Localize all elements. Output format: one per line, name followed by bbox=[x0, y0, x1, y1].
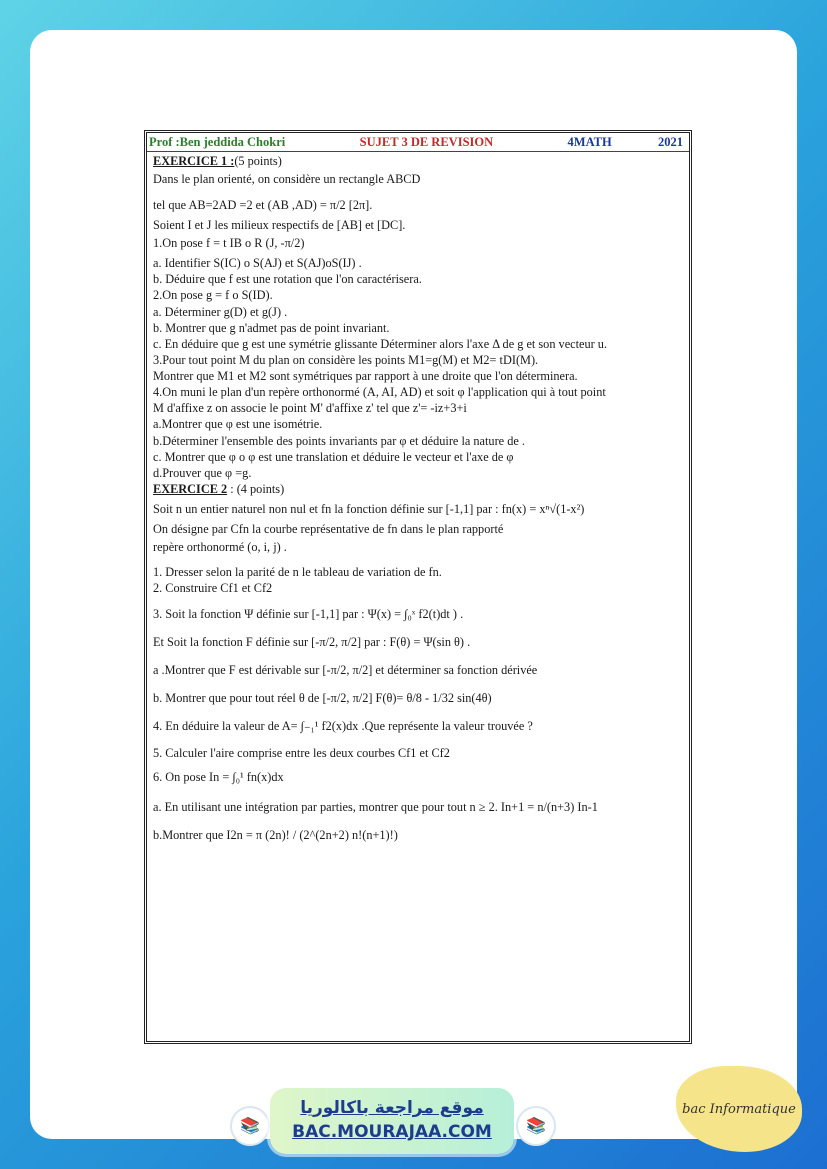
exercise-1-line: b. Déduire que f est une rotation que l'on caractérisera. bbox=[153, 272, 422, 287]
exercise-2-line: 3. Soit la fonction Ψ définie sur [-1,1] par : Ψ(x) = ∫₀ˣ f2(t)dt ) . bbox=[153, 606, 464, 621]
exercise-1-line: 4.On muni le plan d'un repère orthonormé (A, AI, AD) et soit φ l'application qui à tout point bbox=[153, 385, 606, 400]
exercise-1-line: d.Prouver que φ =g. bbox=[153, 465, 252, 480]
exercise-1-line: tel que AB=2AD =2 et (AB ,AD) = π/2 [2π]. bbox=[153, 197, 373, 212]
exercise-2-line: a .Montrer que F est dérivable sur [-π/2, π/2] et déterminer sa fonction dérivée bbox=[153, 663, 538, 678]
site-arabic-name: موقع مراجعة باكالوريا bbox=[300, 1098, 484, 1118]
exercise-1-line: Dans le plan orienté, on considère un rectangle ABCD bbox=[153, 171, 421, 186]
site-logo-icon: 📚 bbox=[230, 1106, 270, 1146]
exercise-1-line: 3.Pour tout point M du plan on considère les points M1=g(M) et M2= tDI(M). bbox=[153, 352, 539, 367]
exercise-1-line: a. Déterminer g(D) et g(J) . bbox=[153, 304, 288, 319]
exercise-1-line: b. Montrer que g n'admet pas de point invariant. bbox=[153, 320, 390, 335]
author-label: Prof :Ben jeddida Chokri bbox=[149, 135, 286, 149]
exercise-1-line: 1.On pose f = t IB o R (J, -π/2) bbox=[153, 235, 305, 250]
exercise-2-line: repère orthonormé (o, i, j) . bbox=[153, 540, 287, 555]
exercise-2-body bbox=[153, 502, 683, 842]
site-logo-icon-right: 📚 bbox=[516, 1106, 556, 1146]
exercise-1-line: c. Montrer que φ o φ est une translation et déduire le vecteur et l'axe de φ bbox=[153, 449, 514, 464]
exercise-2-line: Soit n un entier naturel non nul et fn la fonction définie sur [-1,1] par : fn(x) = xⁿ√(1-x²) bbox=[153, 502, 585, 517]
exercise-2-line: On désigne par Cfn la courbe représentative de fn dans le plan rapporté bbox=[153, 522, 504, 537]
exercise-2-line: 5. Calculer l'aire comprise entre les deux courbes Cf1 et Cf2 bbox=[153, 745, 450, 760]
exercise-1-line: a. Identifier S(IC) o S(AJ) et S(AJ)oS(IJ) . bbox=[153, 256, 362, 271]
exercise-2-line: 4. En déduire la valeur de A= ∫₋₁¹ f2(x)dx .Que représente la valeur trouvée ? bbox=[153, 719, 533, 734]
footer bbox=[0, 1078, 827, 1158]
exercise-1-heading: EXERCICE 1 :(5 points) bbox=[153, 154, 282, 169]
site-url[interactable]: BAC.MOURAJAA.COM bbox=[292, 1122, 492, 1142]
exercise-2-heading: EXERCICE 2 : (4 points) bbox=[153, 482, 285, 497]
exercise-1-line: c. En déduire que g est une symétrie glissante Déterminer alors l'axe Δ de g et son vecteur u. bbox=[153, 336, 608, 351]
year-label: 2021 bbox=[658, 135, 683, 149]
exercise-2-line: 2. Construire Cf1 et Cf2 bbox=[153, 580, 273, 595]
exercise-1-line: Montrer que M1 et M2 sont symétriques par rapport à une droite que l'on déterminera. bbox=[153, 369, 578, 384]
exercise-2-line: a. En utilisant une intégration par parties, montrer que pour tout n ≥ 2. In+1 = n/(n+3) In-1 bbox=[153, 799, 598, 814]
exercise-2-line: Et Soit la fonction F définie sur [-π/2, π/2] par : F(θ) = Ψ(sin θ) . bbox=[153, 635, 471, 650]
exercise-2-line: 1. Dresser selon la parité de n le tableau de variation de fn. bbox=[153, 564, 442, 579]
exercise-1-body bbox=[153, 172, 683, 481]
level-label: 4MATH bbox=[567, 135, 612, 149]
exercise-1-line: a.Montrer que φ est une isométrie. bbox=[153, 417, 323, 432]
bac-informatique-badge: bac Informatique bbox=[676, 1066, 802, 1152]
sheet-header bbox=[147, 135, 689, 152]
subject-title: SUJET 3 DE REVISION bbox=[359, 135, 494, 149]
exercise-1-line: b.Déterminer l'ensemble des points invariants par φ et déduire la nature de . bbox=[153, 433, 525, 448]
exercise-2-line: b. Montrer que pour tout réel θ de [-π/2, π/2] F(θ)= θ/8 - 1/32 sin(4θ) bbox=[153, 691, 492, 706]
exercise-1-line: 2.On pose g = f o S(ID). bbox=[153, 288, 273, 303]
exercise-2-line: 6. On pose In = ∫₀¹ fn(x)dx bbox=[153, 769, 284, 784]
site-banner[interactable] bbox=[270, 1088, 514, 1154]
exam-sheet bbox=[144, 130, 692, 1044]
exercise-1-line: M d'affixe z on associe le point M' d'affixe z' tel que z'= -iz+3+i bbox=[153, 401, 467, 416]
exercise-2-line: b.Montrer que I2n = π (2n)! / (2^(2n+2) n!(n+1)!) bbox=[153, 828, 398, 843]
exercise-1-line: Soient I et J les milieux respectifs de [AB] et [DC]. bbox=[153, 217, 406, 232]
